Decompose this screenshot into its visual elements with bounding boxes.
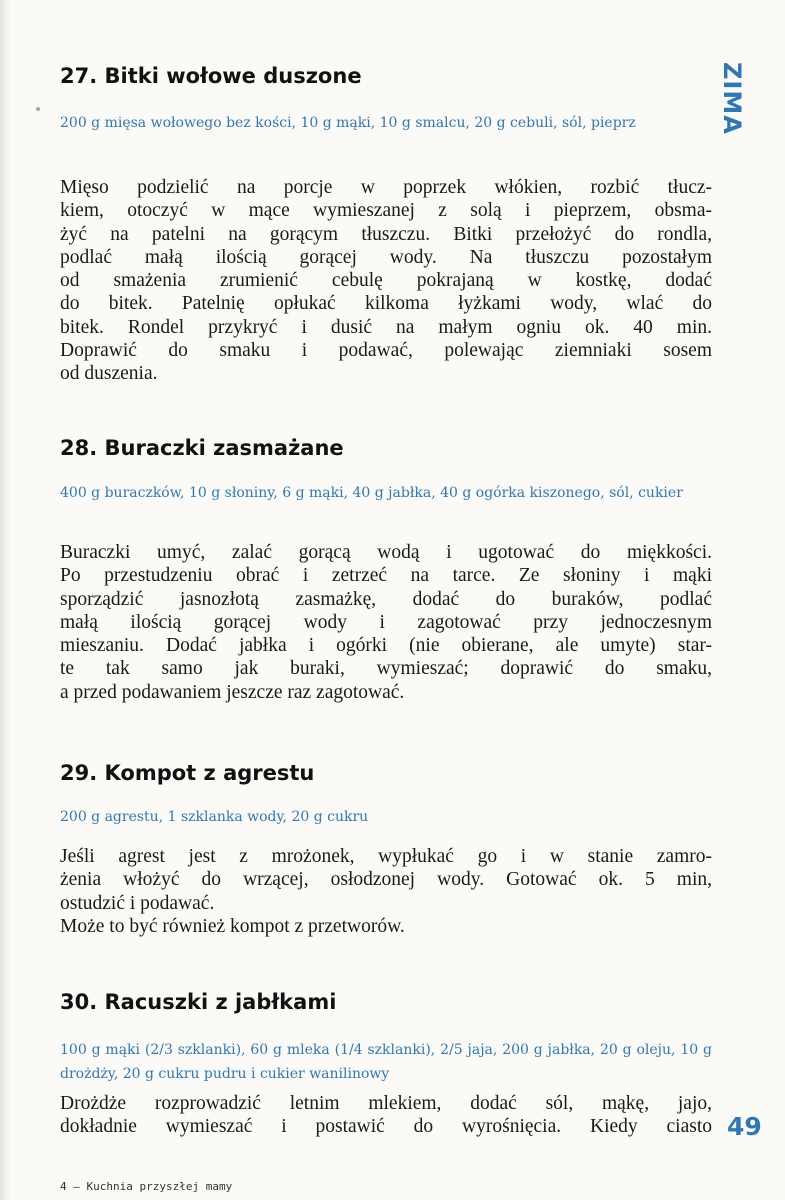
instruction-line: Drożdże rozprowadzić letnim mlekiem, dodać sól, mąkę, jajo, <box>60 1093 712 1114</box>
page-gutter-shadow <box>0 0 10 1200</box>
recipe-30-instructions <box>60 1092 712 1139</box>
instruction-line: bitek. Rondel przykryć i dusić na małym ogniu ok. 40 min. <box>60 316 712 338</box>
instruction-line: Buraczki umyć, zalać gorącą wodą i ugotować do miękkości. <box>60 542 712 563</box>
recipe-28-ingredients: 400 g buraczków, 10 g słoniny, 6 g mąki, 40 g jabłka, 40 g ogórka kiszonego, sól, cukier <box>60 485 683 501</box>
instruction-line: małą ilością gorącej wody i zagotować przy jednoczesnym <box>60 611 712 633</box>
instruction-line: żyć na patelni na gorącym tłuszczu. Bitki przełożyć do rondla, <box>60 223 712 245</box>
instruction-line: dokładnie wymieszać i postawić do wyrośnięcia. Kiedy ciasto <box>60 1116 712 1138</box>
instruction-line: Jeśli agrest jest z mrożonek, wypłukać go i w stanie zamro- <box>60 846 712 867</box>
instruction-line: żenia włożyć do wrzącej, osłodzonej wody. Gotować ok. 5 min, <box>60 869 712 891</box>
recipe-28-instructions <box>60 541 712 704</box>
instruction-line: od smażenia zrumienić cebulę pokrajaną w kostkę, dodać <box>60 270 712 292</box>
instruction-line: Mięso podzielić na porcje w poprzek włókien, rozbić tłucz- <box>60 177 712 198</box>
paper-speck <box>36 107 40 111</box>
instruction-line: mieszaniu. Dodać jabłka i ogórki (nie obierane, ale umyte) star- <box>60 635 712 657</box>
recipe-30-ingredients: 100 g mąki (2/3 szklanki), 60 g mleka (1/4 szklanki), 2/5 jaja, 200 g jabłka, 20 g oleju, 10 g drożdży, 20 g cukru pudru i cukier wanilinowy <box>60 1042 712 1082</box>
recipe-27-title: 27. Bitki wołowe duszone <box>60 64 362 88</box>
instruction-line: Może to być również kompot z przetworów. <box>60 915 405 937</box>
instruction-line: podlać małą ilością gorącej wody. Na tłuszczu pozostałym <box>60 246 712 268</box>
page-number: 49 <box>727 1112 762 1141</box>
recipe-27-instructions <box>60 176 712 386</box>
section-tab-label: ZIMA <box>718 62 746 135</box>
instruction-line: sporządzić jasnozłotą zasmażkę, dodać do buraków, podlać <box>60 588 712 610</box>
instruction-line: od duszenia. <box>60 363 158 385</box>
instruction-line: te tak samo jak buraki, wymieszać; doprawić do smaku, <box>60 658 712 680</box>
recipe-29-instructions <box>60 845 712 938</box>
recipe-30-title: 30. Racuszki z jabłkami <box>60 990 337 1014</box>
instruction-line: Po przestudzeniu obrać i zetrzeć na tarce. Ze słoniny i mąki <box>60 565 712 587</box>
recipe-29-title: 29. Kompot z agrestu <box>60 761 315 785</box>
recipe-29-ingredients: 200 g agrestu, 1 szklanka wody, 20 g cukru <box>60 809 369 825</box>
instruction-line: kiem, otoczyć w mące wymieszanej z solą i pieprzem, obsma- <box>60 200 712 222</box>
instruction-line: a przed podawaniem jeszcze raz zagotować. <box>60 681 405 703</box>
instruction-line: do bitek. Patelnię opłukać kilkoma łyżkami wody, wlać do <box>60 293 712 315</box>
recipe-27-ingredients: 200 g mięsa wołowego bez kości, 10 g mąki, 10 g smalcu, 20 g cebuli, sól, pieprz <box>60 115 636 131</box>
instruction-line: ostudzić i podawać. <box>60 892 215 914</box>
page-footer: 4 — Kuchnia przyszłej mamy <box>60 1180 233 1193</box>
instruction-line: Doprawić do smaku i podawać, polewając ziemniaki sosem <box>60 340 712 362</box>
recipe-28-title: 28. Buraczki zasmażane <box>60 436 344 460</box>
